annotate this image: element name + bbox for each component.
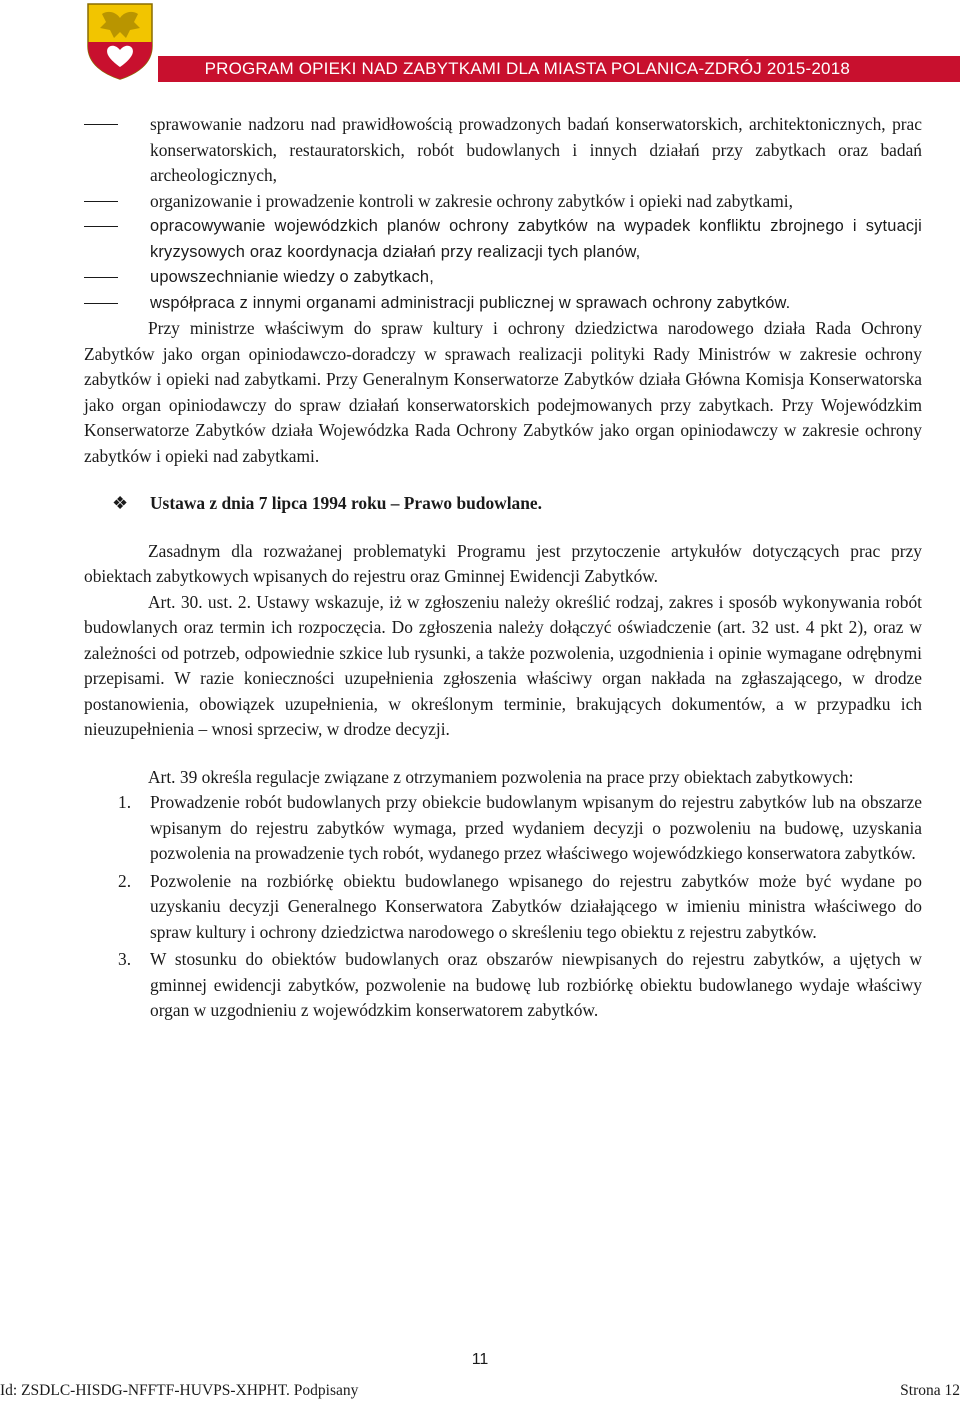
page-number: 11 (471, 1351, 489, 1368)
program-title-banner: PROGRAM OPIEKI NAD ZABYTKAMI DLA MIASTA POLANICA-ZDRÓJ 2015-2018 (158, 56, 960, 82)
item-text: Pozwolenie na rozbiórkę obiektu budowlanego wpisanego do rejestru zabytków może być wydane po uzyskaniu decyzji Generalnego Konserwatora Zabytków działającego w imieniu ministra właściwego do spraw kultury i ochrony dziedzictwa narodowego o skreśleniu tego obiektu z rejestru zabytków. (150, 870, 922, 942)
dash-item-text: sprawowanie nadzoru nad prawidłowością prowadzonych badań konserwatorskich, architektonicznych, prac konserwatorskich, restauratorskich, robót budowlanych i innych działań przy zabytkach oraz badań archeologicznych, (150, 114, 922, 185)
numbered-list-item (84, 790, 922, 867)
dash-list-item (84, 214, 922, 265)
dash-bullet-icon (84, 201, 118, 202)
document-body (84, 112, 922, 1026)
item-number: 1. (118, 792, 132, 812)
dash-bullet-icon (84, 277, 118, 278)
dash-list-item (84, 265, 922, 291)
section-heading-text: Ustawa z dnia 7 lipca 1994 roku – Prawo budowlane. (150, 493, 542, 513)
dash-item-text: upowszechnianie wiedzy o zabytkach, (150, 268, 434, 286)
dash-item-text: współpraca z innymi organami administracji publicznej w sprawach ochrony zabytków. (150, 293, 791, 312)
item-text: W stosunku do obiektów budowlanych oraz obszarów niewpisanych do rejestru zabytków, a ujętych w gminnej ewidencji zabytków, pozwolenie na budowę lub rozbiórkę obiektu budowlanego wydaje właściwy organ w uzgodnieniu z wojewódzkim konserwatorem zabytków. (150, 949, 922, 1020)
item-number: 2. (118, 870, 132, 891)
art30-paragraph: Art. 30. ust. 2. Ustawy wskazuje, iż w zgłoszeniu należy określić rodzaj, zakres i sposób wykonywania robót budowlanych oraz termin ich rozpoczęcia. Do zgłoszenia należy dołączyć oświadczenie (art. 32 ust. 4 pkt 2), oraz w zależności od potrzeb, odpowiednie szkice lub rysunki, a także pozwolenia, uzgodnienia i opinie wymagane odrębnymi przepisami. W razie konieczności uzupełnienia zgłoszenia właściwy organ nakłada na zgłaszającego, w drodze postanowienia, obowiązek uzupełnienia, w określonym terminie, brakujących dokumentów, a w przypadku ich nieuzupełnienia – wnosi sprzeciw, w drodze decyzji. (84, 591, 922, 739)
numbered-list-item (84, 869, 922, 946)
city-coat-of-arms-icon (86, 2, 154, 80)
dash-list-item (84, 189, 922, 215)
dash-item-text: opracowywanie wojewódzkich planów ochrony zabytków na wypadek konfliktu zbrojnego i sytuacji kryzysowych oraz koordynacja działań przy realizacji tych planów, (150, 217, 922, 261)
art39-paragraph: Art. 39 określa regulacje związane z otrzymaniem pozwolenia na prace przy obiektach zabytkowych: (148, 766, 854, 787)
item-text: Prowadzenie robót budowlanych przy obiekcie budowlanym wpisanym do rejestru zabytków lub na obszarze wpisanym do rejestru zabytków wymaga, przed wydaniem decyzji o pozwoleniu na budowę, uzyskania pozwolenia na prowadzenie tych robót, wydanego przez właściwego wojewódzkiego konserwatora zabytków. (150, 792, 922, 863)
spacer (84, 743, 922, 765)
numbered-list-item (84, 947, 922, 1024)
four-diamond-bullet-icon: ❖ (112, 493, 129, 513)
dash-bullet-icon (84, 226, 118, 227)
document-id: Id: ZSDLC-HISDG-NFFTF-HUVPS-XHPHT. Podpisany (0, 1382, 359, 1399)
footer-page-label: Strona 12 (900, 1382, 960, 1399)
dash-bullet-icon (84, 124, 118, 125)
dash-list-item (84, 291, 922, 317)
dash-item-text: organizowanie i prowadzenie kontroli w zakresie ochrony zabytków i opieki nad zabytkami, (150, 190, 793, 211)
item-number: 3. (118, 949, 132, 969)
dash-list-item (84, 112, 922, 189)
page-header (0, 0, 960, 82)
basis-paragraph: Zasadnym dla rozważanej problematyki Programu jest przytoczenie artykułów dotyczących prac przy obiektach zabytkowych wpisanych do rejestru oraz Gminnej Ewidencji Zabytków. (84, 540, 922, 586)
dash-bullet-icon (84, 303, 118, 304)
councils-paragraph: Przy ministrze właściwym do spraw kultury i ochrony dziedzictwa narodowego działa Rada Ochrony Zabytków jako organ opiniodawczo-doradczy w sprawach realizacji polityki Rady Ministrów w zakresie ochrony zabytków i opieki nad zabytkami. Przy Generalnym Konserwatorze Zabytków działa Główna Komisja Konserwatorska jako organ opiniodawczy do spraw działań konserwatorskich podejmowanych przy zabytkach. Przy Wojewódzkim Konserwatorze Zabytków działa Wojewódzka Rada Ochrony Zabytków jako organ opiniodawczy w zakresie ochrony zabytków i opieki nad zabytkami. (84, 318, 922, 466)
page-footer (0, 1382, 960, 1402)
section-heading (84, 491, 922, 517)
